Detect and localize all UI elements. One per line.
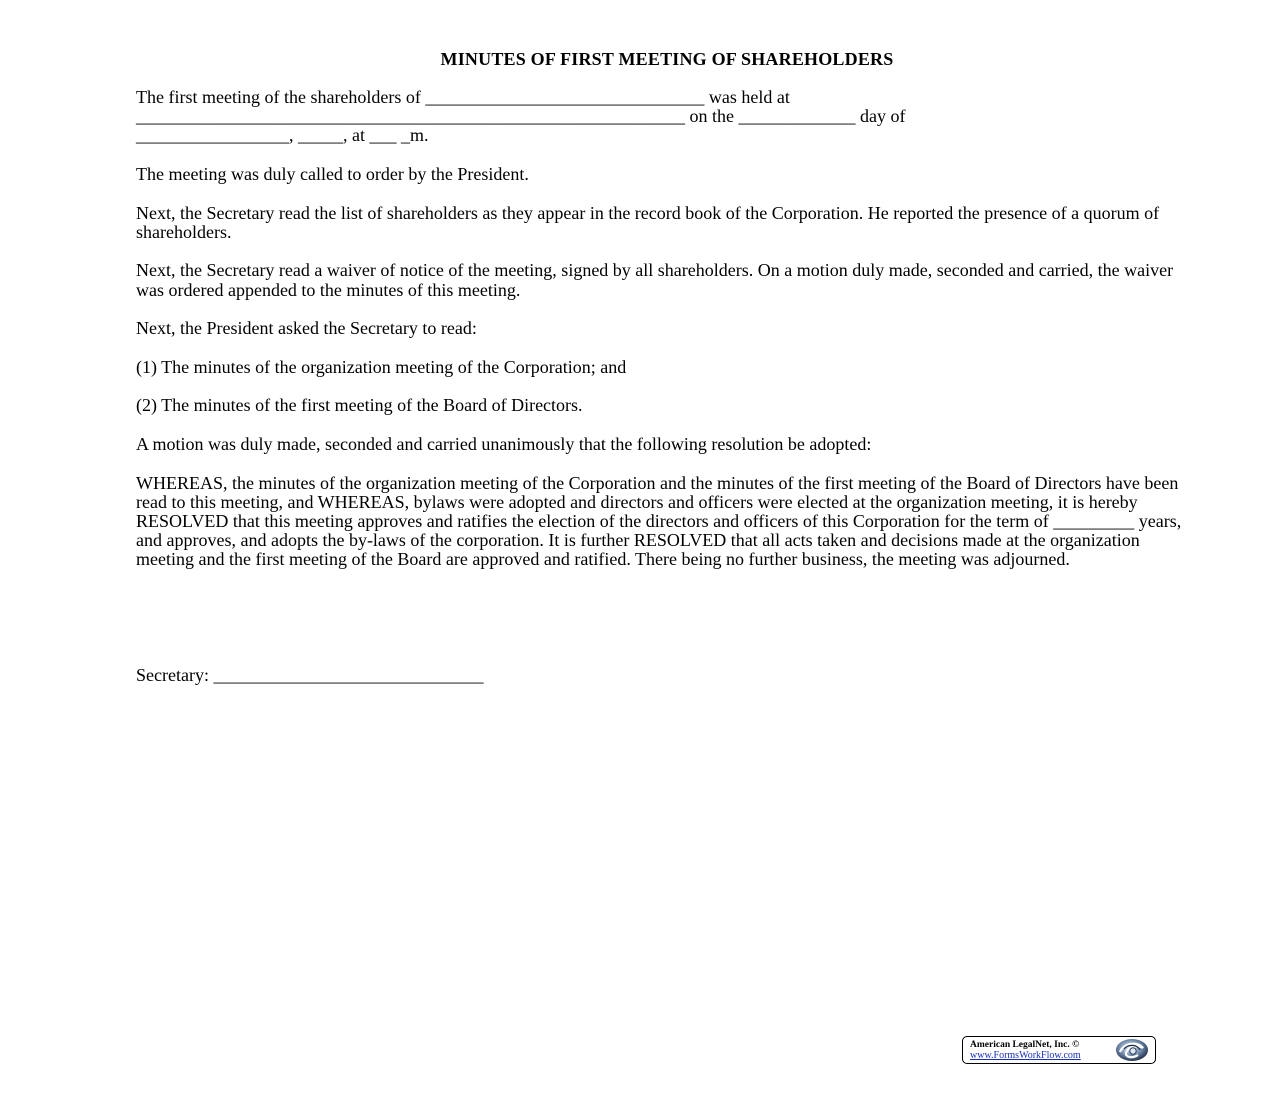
document-body <box>136 88 1196 589</box>
intro-line-2: _____________________________________________________________ on the _____________ day of <box>136 106 906 127</box>
paragraph-item-1: (1) The minutes of the organization meeting of the Corporation; and <box>136 356 627 377</box>
paragraph-call-to-order: The meeting was duly called to order by the President. <box>136 164 529 184</box>
intro-line-1: The first meeting of the shareholders of _______________________________ was held at <box>136 87 790 107</box>
paragraph-read-request: Next, the President asked the Secretary to read: <box>136 318 477 339</box>
paragraph-resolution: WHEREAS, the minutes of the organization meeting of the Corporation and the minutes of the first meeting of the Board of Directors have been read to this meeting, and WHEREAS, bylaws were adopted and directors and officers were elected at the organization meeting, it is hereby RESOLVED that this meeting approves and ratifies the election of the directors and officers of this Corporation for the term of _________ years, and approves, and adopts the by-laws of the corporation. It is further RESOLVED that all acts taken and decisions made at the organization meeting and the first meeting of the Board are approved and ratified. There being no further business, the meeting was adjourned. <box>136 472 1182 570</box>
paragraph-motion: A motion was duly made, seconded and carried unanimously that the following resolution be adopted: <box>136 433 872 454</box>
publisher-badge[interactable] <box>962 1036 1156 1064</box>
paragraph-quorum: Next, the Secretary read the list of shareholders as they appear in the record book of the Corporation. He reported the presence of a quorum of shareholders. <box>136 202 1160 242</box>
intro-paragraph <box>136 88 1196 146</box>
paragraph-item-2: (2) The minutes of the first meeting of the Board of Directors. <box>136 395 583 416</box>
intro-line-3: _________________, _____, at ___ _m. <box>136 125 429 146</box>
publisher-name: American LegalNet, Inc. © <box>970 1040 1080 1050</box>
globe-swirl-icon <box>1114 1038 1150 1062</box>
paragraph-waiver: Next, the Secretary read a waiver of notice of the meeting, signed by all shareholders. On a motion duly made, seconded and carried, the waiver was ordered appended to the minutes of this meeting. <box>136 260 1174 300</box>
secretary-signature-line: Secretary: ______________________________ <box>136 665 484 685</box>
document-title: MINUTES OF FIRST MEETING OF SHAREHOLDERS <box>440 49 894 69</box>
publisher-link[interactable]: www.FormsWorkFlow.com <box>970 1050 1081 1061</box>
